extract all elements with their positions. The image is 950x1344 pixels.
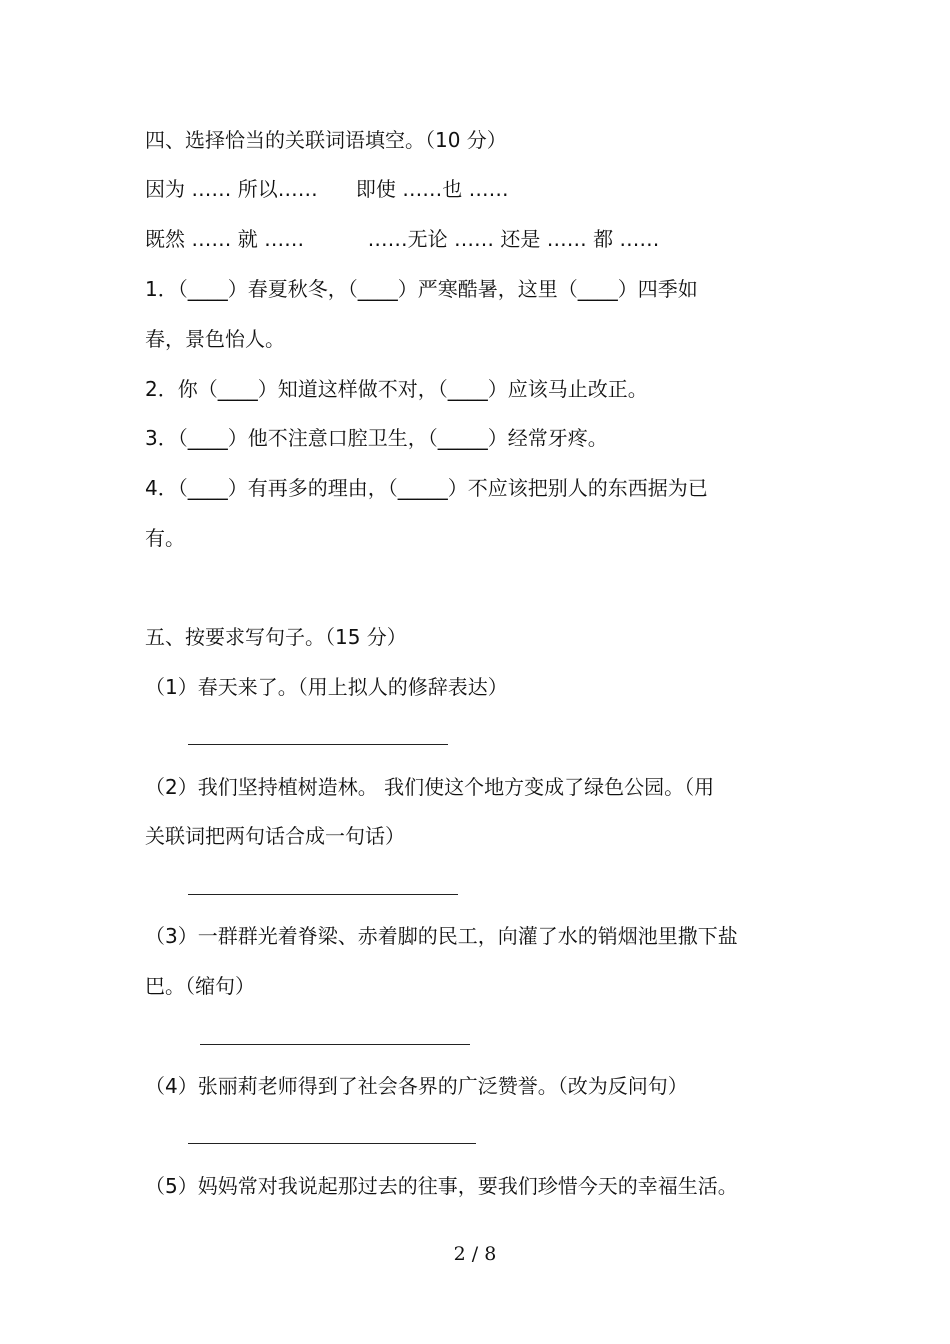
item-3-prompt-line-2: 巴。（缩句） <box>145 974 255 998</box>
item-1-answer-line[interactable] <box>188 744 448 745</box>
question-1-line-1: 1．（____）春夏秋冬，（____）严寒酷暑，这里（____）四季如 <box>145 277 698 301</box>
page-number: 2 / 8 <box>453 1243 497 1265</box>
question-4-line-2: 有。 <box>145 526 185 550</box>
item-4-prompt: （4）张丽莉老师得到了社会各界的广泛赞誉。（改为反问句） <box>145 1074 688 1098</box>
conjunction-options-row-2: 既然 …… 就 …… ……无论 …… 还是 …… 都 …… <box>145 227 660 251</box>
question-2: 2．你（____）知道这样做不对，（____）应该马止改正。 <box>145 377 648 401</box>
item-5-prompt: （5）妈妈常对我说起那过去的往事，要我们珍惜今天的幸福生活。 <box>145 1174 738 1198</box>
item-2-prompt-line-1: （2）我们坚持植树造林。 我们使这个地方变成了绿色公园。（用 <box>145 775 715 799</box>
section-4-heading: 四、选择恰当的关联词语填空。（10 分） <box>145 128 507 152</box>
item-1-prompt: （1）春天来了。（用上拟人的修辞表达） <box>145 675 508 699</box>
item-2-prompt-line-2: 关联词把两句话合成一句话） <box>145 824 405 848</box>
question-1-line-2: 春，景色怡人。 <box>145 327 285 351</box>
question-3: 3．（____）他不注意口腔卫生，（_____）经常牙疼。 <box>145 426 608 450</box>
question-4-line-1: 4．（____）有再多的理由，（_____）不应该把别人的东西据为已 <box>145 476 708 500</box>
item-3-answer-line[interactable] <box>200 1044 470 1045</box>
item-2-answer-line[interactable] <box>188 894 458 895</box>
conjunction-options-row-1: 因为 …… 所以…… 即使 ……也 …… <box>145 177 509 201</box>
item-4-answer-line[interactable] <box>188 1143 476 1144</box>
item-3-prompt-line-1: （3）一群群光着脊梁、赤着脚的民工，向灌了水的销烟池里撒下盐 <box>145 924 738 948</box>
section-5-heading: 五、按要求写句子。（15 分） <box>145 625 407 649</box>
